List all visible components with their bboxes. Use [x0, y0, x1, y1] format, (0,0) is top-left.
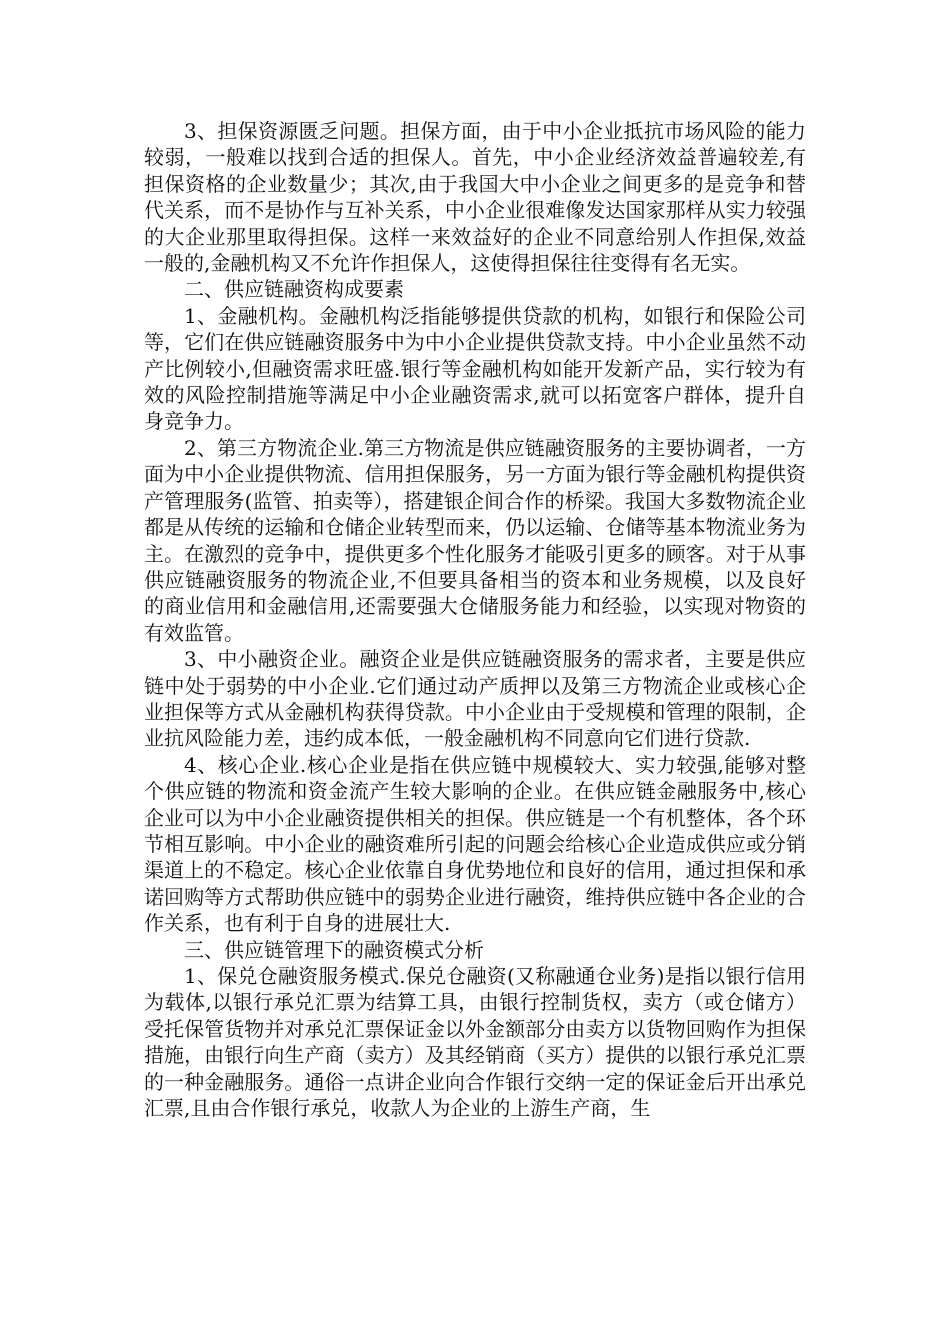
- document-page: [144, 118, 806, 1121]
- paragraph-third-party-logistics: 2、第三方物流企业.第三方物流是供应链融资服务的主要协调者，一方面为中小企业提供物流、信用担保服务，另一方面为银行等金融机构提供资产管理服务(监管、拍卖等），搭建银企间合作的桥梁。我国大多数物流企业都是从传统的运输和仓储企业转型而来，仍以运输、仓储等基本物流业务为主。在激烈的竞争中，提供更多个性化服务才能吸引更多的顾客。对于从事供应链融资服务的物流企业,不但要具备相当的资本和业务规模，以及良好的商业信用和金融信用,还需要强大仓储服务能力和经验，以实现对物资的有效监管。: [144, 435, 806, 645]
- paragraph-financial-institutions: 1、金融机构。金融机构泛指能够提供贷款的机构，如银行和保险公司等，它们在供应链融资服务中为中小企业提供贷款支持。中小企业虽然不动产比例较小,但融资需求旺盛.银行等金融机构如能开发新产品，实行较为有效的风险控制措施等满足中小企业融资需求,就可以拓宽客户群体，提升自身竞争力。: [144, 303, 806, 434]
- paragraph-confirming-warehouse: 1、保兑仓融资服务模式.保兑仓融资(又称融通仓业务)是指以银行信用为载体,以银行承兑汇票为结算工具，由银行控制货权，卖方（或仓储方）受托保管货物并对承兑汇票保证金以外金额部分由卖方以货物回购作为担保措施，由银行向生产商（卖方）及其经销商（买方）提供的以银行承兑汇票的一种金融服务。通俗一点讲企业向合作银行交纳一定的保证金后开出承兑汇票,且由合作银行承兑，收款人为企业的上游生产商，生: [144, 964, 806, 1121]
- paragraph-sme-borrowers: 3、中小融资企业。融资企业是供应链融资服务的需求者，主要是供应链中处于弱势的中小企业.它们通过动产质押以及第三方物流企业或核心企业担保等方式从金融机构获得贷款。中小企业由于受规模和管理的限制，企业抗风险能力差，违约成本低，一般金融机构不同意向它们进行贷款.: [144, 647, 806, 751]
- paragraph-guarantee-problem: 3、担保资源匮乏问题。担保方面，由于中小企业抵抗市场风险的能力较弱，一般难以找到合适的担保人。首先，中小企业经济效益普遍较差,有担保资格的企业数量少；其次,由于我国大中小企业之间更多的是竞争和替代关系，而不是协作与互补关系，中小企业很难像发达国家那样从实力较强的大企业那里取得担保。这样一来效益好的企业不同意给别人作担保,效益一般的,金融机构又不允许作担保人，这使得担保往往变得有名无实。: [144, 119, 806, 276]
- paragraph-core-enterprise: 4、核心企业.核心企业是指在供应链中规模较大、实力较强,能够对整个供应链的物流和资金流产生较大影响的企业。在供应链金融服务中,核心企业可以为中小企业融资提供相关的担保。供应链是一个有机整体，各个环节相互影响。中小企业的融资难所引起的问题会给核心企业造成供应或分销渠道上的不稳定。核心企业依靠自身优势地位和良好的信用，通过担保和承诺回购等方式帮助供应链中的弱势企业进行融资，维持供应链中各企业的合作关系，也有利于自身的进展壮大.: [144, 752, 806, 936]
- section-heading-elements: 二、供应链融资构成要素: [184, 277, 404, 302]
- section-heading-financing-models: 三、供应链管理下的融资模式分析: [184, 937, 484, 962]
